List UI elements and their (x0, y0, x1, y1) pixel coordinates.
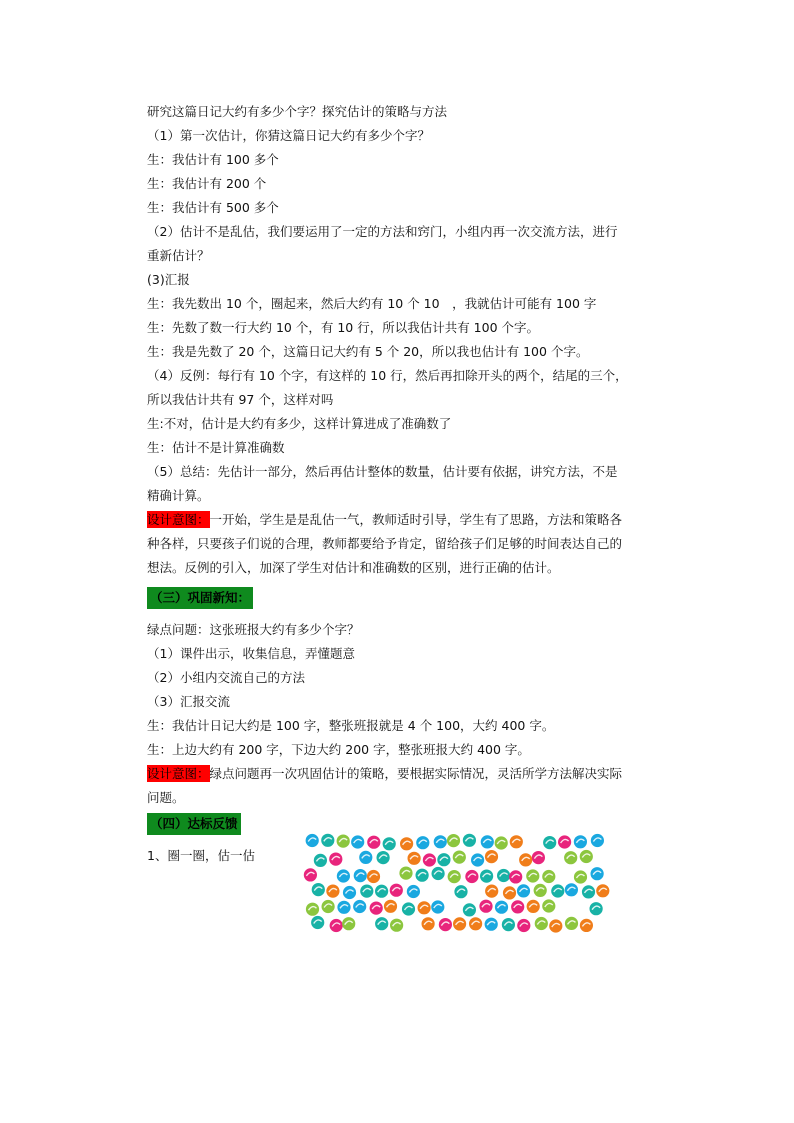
p2-intent-line2: 问题。 (147, 790, 185, 805)
p1-q4-line2: 所以我估计共有 97 个，这样对吗 (147, 392, 334, 407)
ball (416, 869, 429, 882)
ball (431, 900, 444, 913)
ball (509, 870, 522, 883)
ball (463, 834, 476, 847)
ball (453, 851, 466, 864)
ball (590, 902, 603, 915)
ball (390, 919, 403, 932)
p2-line3: （2）小组内交流自己的方法 (147, 670, 305, 685)
p1-r4: 生:不对，估计是大约有多少，这样计算进成了准确数了 (147, 416, 452, 431)
section-3-heading: （三）巩固新知： (147, 587, 253, 609)
ball (543, 836, 556, 849)
ball (416, 836, 429, 849)
ball (591, 834, 604, 847)
ball (574, 835, 587, 848)
ball (495, 901, 508, 914)
p1-title: 研究这篇日记大约有多少个字？探究估计的策略与方法 (147, 104, 448, 119)
p2-line5: 生：我估计日记大约是 100 字，整张班报就是 4 个 100，大约 400 字。 (147, 718, 555, 733)
ball (377, 851, 390, 864)
p1-intent-line3: 想法。反例的引入，加深了学生对估计和准确数的区别，进行正确的估计。 (147, 560, 560, 575)
ball (432, 867, 445, 880)
ball (353, 900, 366, 913)
design-intent-text-2: 绿点问题再一次巩固估计的策略，要根据实际情况，灵活所学方法解决实际 (209, 766, 623, 781)
ball (326, 885, 339, 898)
ball (422, 917, 435, 930)
p1-a3: 生：我估计有 500 多个 (147, 200, 279, 215)
ball (329, 853, 342, 866)
ball (322, 900, 335, 913)
p2-line4: （3）汇报交流 (147, 694, 230, 709)
p1-a2: 生：我估计有 200 个 (147, 176, 267, 191)
ball (321, 834, 334, 847)
ball (343, 886, 356, 899)
ball (359, 851, 372, 864)
ball (479, 900, 492, 913)
ball (402, 902, 415, 915)
ball (337, 869, 350, 882)
ball (485, 918, 498, 931)
ball (407, 885, 420, 898)
design-intent-label: 设计意图： (147, 512, 210, 527)
ball (351, 835, 364, 848)
ball (453, 917, 466, 930)
ball (454, 885, 467, 898)
p1-q3: (3)汇报 (147, 272, 190, 287)
ball (375, 917, 388, 930)
ball (354, 869, 367, 882)
ball (330, 919, 343, 932)
ball (502, 918, 515, 931)
ball (337, 835, 350, 848)
ball (564, 851, 577, 864)
ball (485, 885, 498, 898)
ball (423, 853, 436, 866)
p2-intent-line1 (147, 762, 687, 786)
ball (399, 867, 412, 880)
document-body (147, 100, 687, 954)
ball (519, 853, 532, 866)
p1-q5-line2: 精确计算。 (147, 488, 210, 503)
ball (448, 870, 461, 883)
ball (447, 834, 460, 847)
ball (342, 917, 355, 930)
p1-q2-line1: （2）估计不是乱估，我们要运用了一定的方法和窍门，小组内再一次交流方法，进行 (147, 224, 618, 239)
exercise-1-prompt: 1、圈一圈，估一估 (147, 848, 255, 863)
ball (558, 835, 571, 848)
ball (480, 870, 493, 883)
ball (542, 870, 555, 883)
ball (418, 901, 431, 914)
ball (304, 868, 317, 881)
section-4-heading: （四）达标反馈 (147, 813, 241, 835)
ball (471, 853, 484, 866)
ball (503, 886, 516, 899)
p1-q4-line1: （4）反例：每行有 10 个字，有这样的 10 行，然后再扣除开头的两个，结尾的三个， (147, 368, 628, 383)
p1-q2-line2: 重新估计？ (147, 248, 210, 263)
ball (312, 883, 325, 896)
ball (582, 885, 595, 898)
ball (565, 883, 578, 896)
p1-a1: 生：我估计有 100 多个 (147, 152, 279, 167)
ball (591, 867, 604, 880)
ball (565, 917, 578, 930)
ball (306, 903, 319, 916)
ball (542, 899, 555, 912)
ball (527, 900, 540, 913)
ball (549, 919, 562, 932)
ball (384, 900, 397, 913)
ball (400, 837, 413, 850)
ball (495, 836, 508, 849)
p1-q1: （1）第一次估计，你猜这篇日记大约有多少个字？ (147, 128, 430, 143)
ball (311, 916, 324, 929)
design-intent-text: 一开始，学生是是乱估一气，教师适时引导，学生有了思路，方法和策略各 (209, 512, 623, 527)
ball (469, 917, 482, 930)
ball (485, 850, 498, 863)
ball (434, 835, 447, 848)
ball (383, 837, 396, 850)
ball (367, 836, 380, 849)
p1-intent-line1 (147, 508, 687, 532)
ball (497, 869, 510, 882)
design-intent-label-2: 设计意图： (147, 766, 210, 781)
ball (532, 851, 545, 864)
ball (511, 900, 524, 913)
ball (337, 901, 350, 914)
ball (314, 854, 327, 867)
p1-r5: 生：估计不是计算准确数 (147, 440, 285, 455)
ball (370, 902, 383, 915)
ball (535, 917, 548, 930)
p1-intent-line2: 种各样，只要孩子们说的合理，教师都要给予肯定，留给孩子们足够的时间表达自己的 (147, 536, 623, 551)
ball (481, 835, 494, 848)
ball (437, 853, 450, 866)
ball (526, 869, 539, 882)
p1-r3: 生：我是先数了 20 个，这篇日记大约有 5 个 20，所以我也估计有 100 个字。 (147, 344, 589, 359)
ball (596, 884, 609, 897)
p2-line6: 生：上边大约有 200 字，下边大约 200 字，整张班报大约 400 字。 (147, 742, 530, 757)
ball (439, 918, 452, 931)
p2-line2: （1）课件出示，收集信息，弄懂题意 (147, 646, 355, 661)
ball (367, 870, 380, 883)
ball (517, 919, 530, 932)
ball (390, 884, 403, 897)
ball (580, 919, 593, 932)
ball (510, 835, 523, 848)
ball (551, 884, 564, 897)
exercise-1-row (147, 844, 687, 954)
ball (408, 852, 421, 865)
ball (360, 885, 373, 898)
ball (375, 885, 388, 898)
colored-balls-image (302, 832, 612, 938)
ball (517, 884, 530, 897)
ball (463, 903, 476, 916)
ball (534, 884, 547, 897)
section-3-heading-row (147, 586, 687, 610)
ball (574, 870, 587, 883)
p1-r1: 生：我先数出 10 个，圈起来，然后大约有 10 个 10 ，我就估计可能有 100 字 (147, 296, 597, 311)
ball (306, 834, 319, 847)
p1-r2: 生：先数了数一行大约 10 个，有 10 行，所以我估计共有 100 个字。 (147, 320, 540, 335)
p1-q5-line1: （5）总结：先估计一部分，然后再估计整体的数量，估计要有依据，讲究方法，不是 (147, 464, 618, 479)
p2-line1: 绿点问题：这张班报大约有多少个字？ (147, 622, 360, 637)
ball (580, 850, 593, 863)
ball (465, 870, 478, 883)
